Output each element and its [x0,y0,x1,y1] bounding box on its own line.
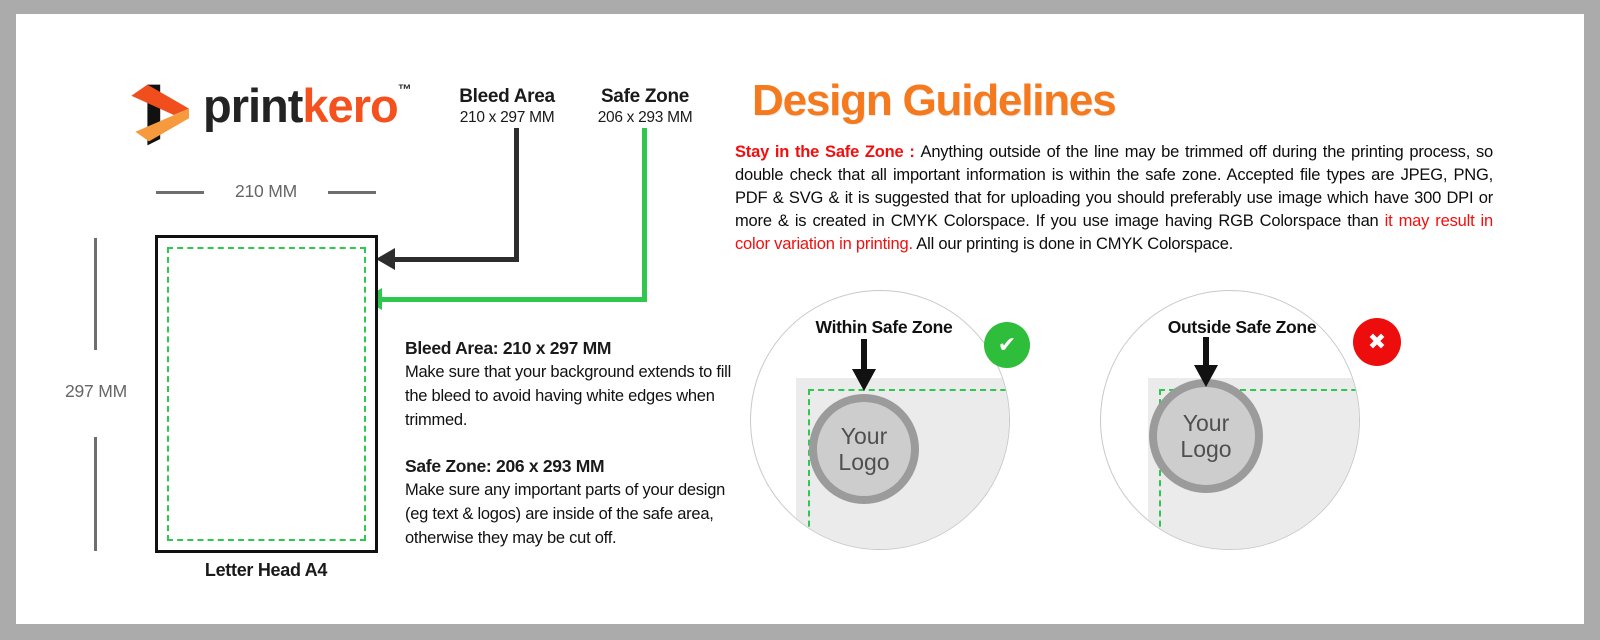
your-logo-placeholder [1149,379,1263,493]
example-within-safe-zone [750,290,1010,550]
page-title: Design Guidelines [752,76,1116,125]
bleed-connector-horizontal [392,257,519,262]
down-arrow-icon [1193,337,1219,387]
zone-descriptions [405,336,739,572]
guidelines-highlight-red: it may result in color variation in printing. [735,212,1494,253]
example-label-within: Within Safe Zone [815,317,953,337]
check-glyph: ✔ [997,332,1017,358]
your-logo-line2: Logo [838,449,890,475]
height-ruler-tick-top [94,238,97,350]
example-label-outside: Outside Safe Zone [1167,317,1317,337]
down-arrow-icon [851,339,877,391]
bleed-callout-size: 210 x 297 MM [459,109,555,126]
letterhead-bleed-outline [155,235,378,553]
printkero-logo-icon [125,66,197,156]
cross-glyph: ✖ [1367,329,1387,355]
bleed-description-title: Bleed Area: 210 x 297 MM [405,338,612,358]
safe-callout-size: 206 x 293 MM [597,109,693,126]
safe-connector-vertical [642,128,647,300]
your-logo-line1: Your [1182,410,1230,436]
guidelines-body-2: All our printing is done in CMYK Colorspace. [912,235,1234,253]
safe-zone-callout [570,86,720,127]
your-logo-placeholder [809,394,919,504]
brand-text-kero: kero [302,79,398,132]
safe-description-body: Make sure any important parts of your design (eg text & logos) are inside of the safe area, otherwise they may be cut off. [405,481,726,547]
trademark-symbol: ™ [397,81,412,97]
width-ruler-tick-right [328,191,376,194]
your-logo-line2: Logo [1180,436,1232,462]
safe-callout-title: Safe Zone [600,86,690,107]
safe-connector-horizontal [380,297,647,302]
example-outside-safe-zone [1100,290,1360,550]
bleed-arrowhead-icon [376,248,395,270]
bleed-callout-title: Bleed Area [459,86,555,107]
guidelines-intro-red: Stay in the Safe Zone : [735,143,921,161]
brand-text-print: print [203,79,303,132]
width-ruler-label: 210 MM [234,181,297,201]
height-ruler-tick-bottom [94,437,97,551]
guidelines-paragraph [735,141,1493,256]
bleed-description-body: Make sure that your background extends to fill the bleed to avoid having white edges when trimmed. [405,363,732,429]
safe-description-title: Safe Zone: 206 x 293 MM [405,456,605,476]
your-logo-line1: Your [840,423,888,449]
success-check-icon [984,322,1030,368]
guidelines-body-1: Anything outside of the line may be trimmed off during the printing process, so double check that all important information is within the safe zone. Accepted file types are JPEG, PNG, PDF & SVG & it is suggested that for uploading you should preferably use image which have 300 DPI or more & is created in CMYK Colorspace. If you use image having RGB Colorspace than [735,143,1493,230]
bleed-area-callout [432,86,582,127]
printkero-logo [125,66,425,158]
bleed-connector-vertical [514,128,519,262]
letterhead-safe-zone-outline [167,247,366,541]
sheet-caption: Letter Head A4 [204,560,328,580]
width-ruler-tick-left [156,191,204,194]
brand-wordmark [203,78,412,133]
height-ruler-label: 297 MM [64,381,127,401]
error-cross-icon [1353,318,1401,366]
